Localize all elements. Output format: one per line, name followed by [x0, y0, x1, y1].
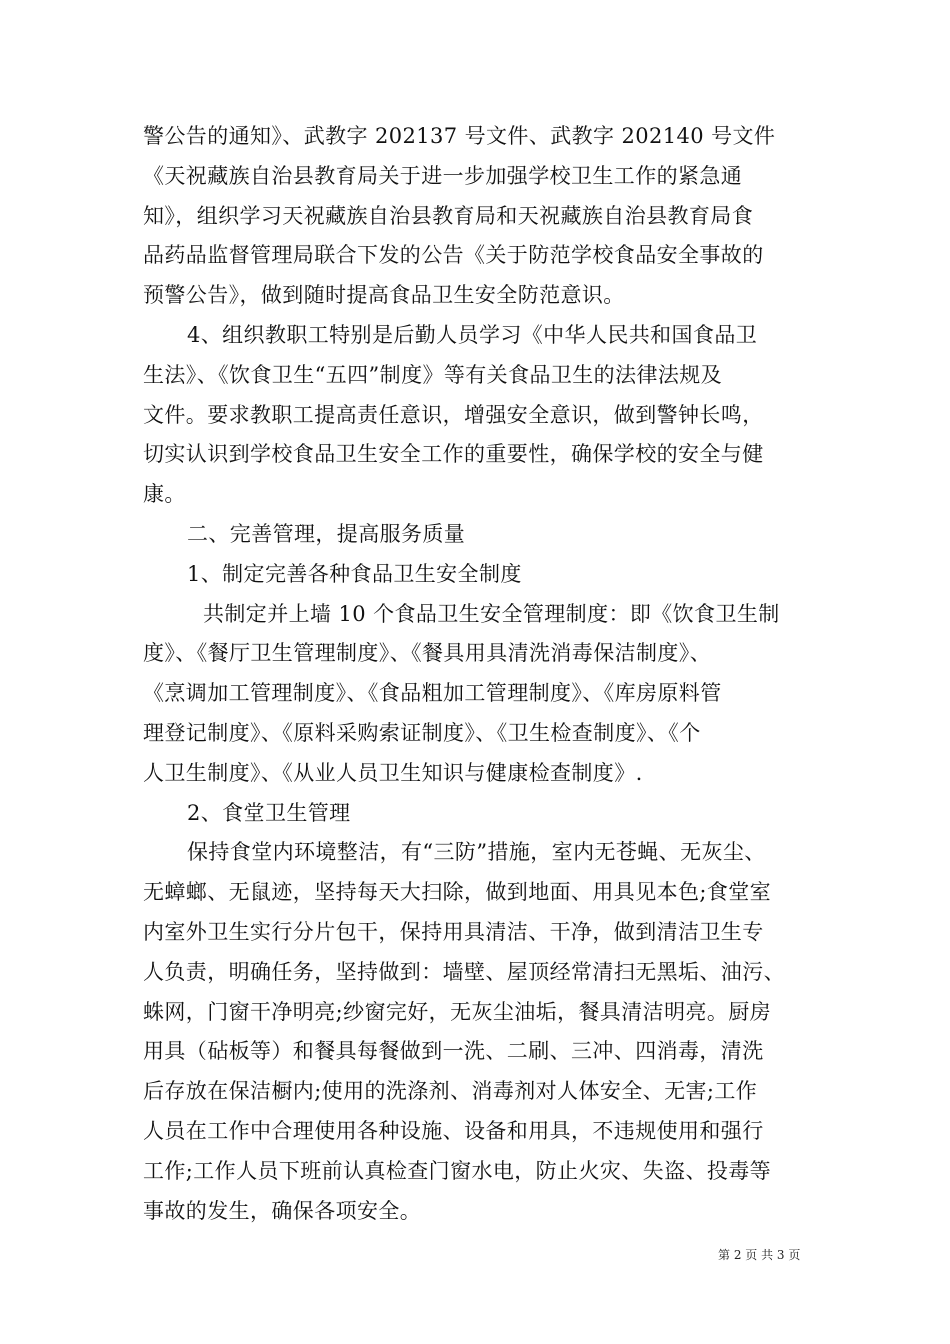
subsection-heading: 2、食堂卫生管理 — [187, 800, 351, 825]
subsection-heading: 1、制定完善各种食品卫生安全制度 — [187, 561, 522, 586]
text-line: 工作;工作人员下班前认真检查门窗水电，防止火灾、失盗、投毒等 — [143, 1158, 772, 1183]
text-line: 生法》、《饮食卫生“五四”制度》等有关食品卫生的法律法规及 — [143, 362, 723, 387]
text-line: 人负责，明确任务，坚持做到：墙壁、屋顶经常清扫无黑垢、油污、 — [143, 959, 785, 984]
text-line: 文件。要求教职工提高责任意识，增强安全意识，做到警钟长鸣， — [143, 402, 764, 427]
text-line: 蛛网，门窗干净明亮;纱窗完好，无灰尘油垢，餐具清洁明亮。厨房 — [143, 999, 772, 1024]
text-line: 《天祝藏族自治县教育局关于进一步加强学校卫生工作的紧急通 — [143, 163, 743, 188]
text-line: 康。 — [143, 482, 186, 507]
text-line: 人员在工作中合理使用各种设施、设备和用具，不违规使用和强行 — [143, 1118, 764, 1143]
paragraph-start-line: 保持食堂内环境整洁，有“三防”措施，室内无苍蝇、无灰尘、 — [187, 840, 766, 865]
text-line: 事故的发生，确保各项安全。 — [143, 1198, 422, 1223]
section-heading: 二、完善管理，提高服务质量 — [187, 521, 466, 546]
text-line: 无蟑螂、无鼠迹，坚持每天大扫除，做到地面、用具见本色;食堂室 — [143, 880, 772, 905]
text-line: 品药品监督管理局联合下发的公告《关于防范学校食品安全事故的 — [143, 243, 764, 268]
text-line: 切实认识到学校食品卫生安全工作的重要性，确保学校的安全与健 — [143, 442, 764, 467]
text-line: 知》，组织学习天祝藏族自治县教育局和天祝藏族自治县教育局食 — [143, 203, 754, 228]
text-line: 预警公告》，做到随时提高食品卫生安全防范意识。 — [143, 283, 625, 308]
text-line: 用具（砧板等）和餐具每餐做到一洗、二刷、三冲、四消毒，清洗 — [143, 1039, 764, 1064]
text-line: 人卫生制度》、《从业人员卫生知识与健康检查制度》. — [143, 760, 643, 785]
paragraph-start-line: 4、组织教职工特别是后勤人员学习《中华人民共和国食品卫 — [187, 322, 758, 347]
text-line: 警公告的通知》、武教字 202137 号文件、武教字 202140 号文件 — [143, 124, 776, 148]
page-number: 第 2 页 共 3 页 — [718, 1248, 801, 1262]
text-line: 后存放在保洁橱内;使用的洗涤剂、消毒剂对人体安全、无害;工作 — [143, 1079, 758, 1104]
text-line: 《烹调加工管理制度》、《食品粗加工管理制度》、《库房原料管 — [143, 681, 722, 706]
paragraph-start-line: 共制定并上墙 10 个食品卫生安全管理制度：即《饮食卫生制 — [203, 601, 780, 626]
text-line: 度》、《餐厅卫生管理制度》、《餐具用具清洗消毒保洁制度》、 — [143, 641, 712, 666]
text-line: 理登记制度》、《原料采购索证制度》、《卫生检查制度》、《个 — [143, 720, 701, 745]
text-line: 内室外卫生实行分片包干，保持用具清洁、干净，做到清洁卫生专 — [143, 919, 764, 944]
document-body — [143, 117, 811, 1231]
